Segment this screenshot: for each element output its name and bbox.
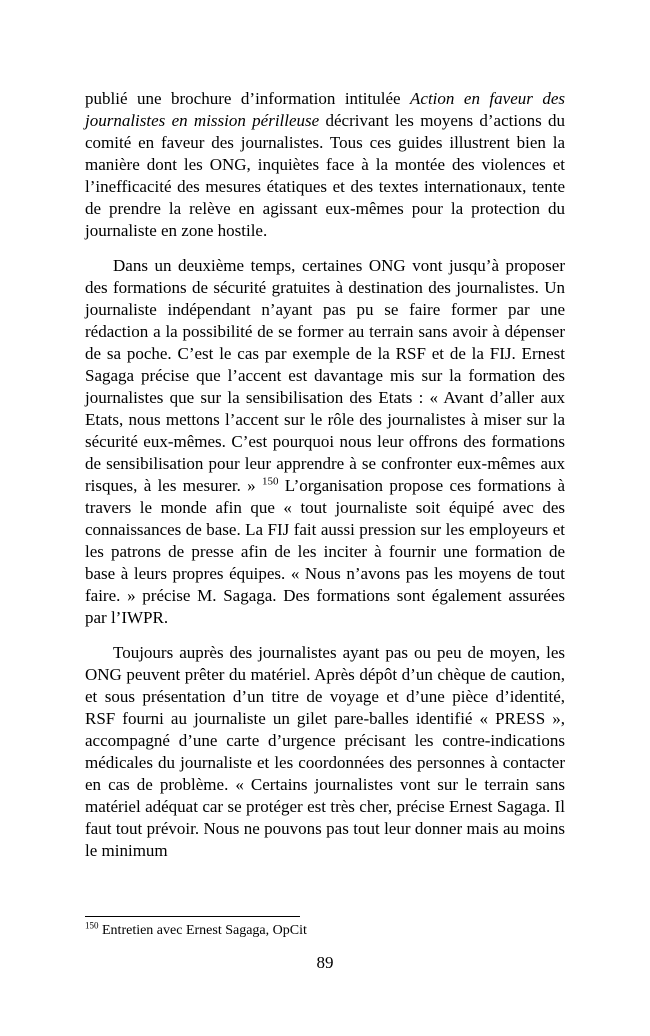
footnote-section [85, 916, 565, 940]
text-segment: publié une brochure d’information intitulée [85, 89, 411, 108]
page-number: 89 [316, 953, 334, 972]
paragraph-2 [85, 255, 565, 629]
paragraph-1 [85, 88, 565, 242]
paragraph-3 [85, 642, 565, 862]
footnote-text: Entretien avec Ernest Sagaga, OpCit [98, 923, 307, 938]
text-segment: Dans un deuxième temps, certaines ONG vont jusqu’à proposer des formations de sécurité gratuites à destination des journalistes. Un journaliste indépendant n’ayant pas pu se faire former par une rédaction a la possibilité de se former au terrain sans avoir à dépenser de sa poche. C’est le cas par exemple de la RSF et de la FIJ. Ernest Sagaga précise que l’accent est davantage mis sur la formation des journalistes que sur la sensibilisation des Etats : « Avant d’aller aux Etats, nous mettons l’accent sur le rôle des journalistes à miser sur la sécurité eux-mêmes. C’est pourquoi nous leur offrons des formations de sensibilisation pour leur apprendre à se confronter eux-mêmes aux risques, à les mesurer. » [85, 256, 565, 495]
page-body-text [85, 88, 565, 875]
footnote-separator-rule [85, 916, 300, 917]
footnote-marker: 150 [85, 920, 99, 931]
text-segment: Toujours auprès des journalistes ayant pas ou peu de moyen, les ONG peuvent prêter du matériel. Après dépôt d’un chèque de caution, et sous présentation d’un titre de voyage et d’une pièce d’identité, RSF fourni au journaliste un gilet pare-balles identifié « PRESS », accompagné d’une carte d’urgence précisant les contre-indications médicales du journaliste et les coordonnées des personnes à contacter en cas de problème. « Certains journalistes vont sur le terrain sans matériel adéquat car se protéger est très cher, précise Ernest Sagaga. Il faut tout prévoir. Nous ne pouvons pas tout leur donner mais au moins le minimum [85, 643, 565, 860]
text-segment: décrivant les moyens d’actions du comité en faveur des journalistes. Tous ces guides illustrent bien la manière dont les ONG, inquiètes face à la montée des violences et l’inefficacité des mesures étatiques et des textes internationaux, tente de prendre la relève en agissant eux-mêmes pour la protection du journaliste en zone hostile. [85, 111, 565, 240]
footnote-reference-150: 150 [261, 475, 279, 488]
text-segment: L’organisation propose ces formations à travers le monde afin que « tout journaliste soit équipé avec des connaissances de base. La FIJ fait aussi pression sur les employeurs et les patrons de presse afin de les inciter à fournir une formation de base à leurs propres équipes. « Nous n’avons pas les moyens de tout faire. » précise M. Sagaga. Des formations sont également assurées par l’IWPR. [85, 476, 565, 627]
footnote-150 [85, 922, 565, 940]
publication-title-italic: Action en faveur des journalistes en mission périlleuse [85, 89, 566, 130]
